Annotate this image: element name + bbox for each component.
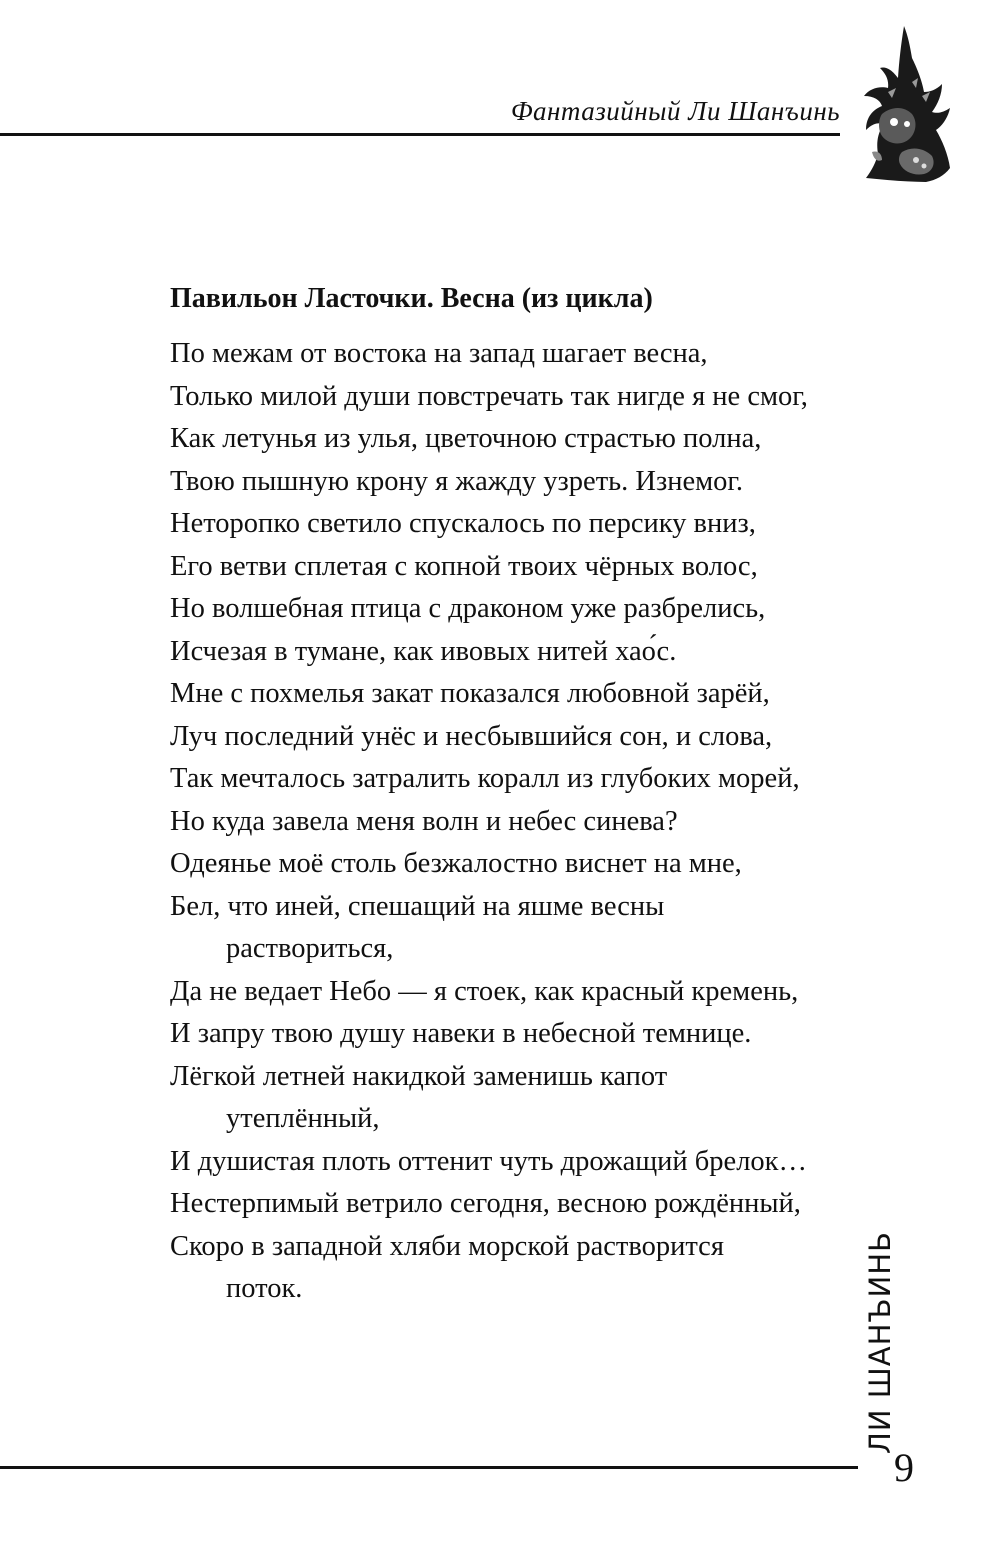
poem-line-continuation: утеплённый, xyxy=(226,1103,380,1134)
poem-line: Его ветви сплетая с копной твоих чёрных волос, xyxy=(170,550,758,582)
poem-line: И душистая плоть оттенит чуть дрожащий брелок… xyxy=(170,1145,808,1177)
poem-body xyxy=(170,333,808,1311)
poem-line: По межам от востока на запад шагает весна, xyxy=(170,338,708,369)
poem-line: Но волшебная птица с драконом уже разбрелись, xyxy=(170,593,766,624)
poem-line: Только милой души повстречать так нигде я не смог, xyxy=(170,380,808,412)
poem-line: Неторопко светило спускалось по персику вниз, xyxy=(170,508,756,539)
poem-line: Одеянье моё столь безжалостно виснет на мне, xyxy=(170,848,742,879)
poem-line: Луч последний унёс и несбывшийся сон, и слова, xyxy=(170,720,773,752)
vertical-author-title: ЛИ ШАНЪИНЬ xyxy=(863,1231,897,1454)
poem-line-continuation: раствориться, xyxy=(226,933,394,964)
running-title: Фантазийный Ли Шанъинь xyxy=(510,96,840,126)
dragon-statue-icon xyxy=(852,22,958,188)
poem-line: Так мечталось затралить коралл из глубоких морей, xyxy=(170,763,800,794)
poem-line: Нестерпимый ветрило сегодня, весною рождённый, xyxy=(170,1188,801,1219)
poem-line-continuation: поток. xyxy=(226,1273,303,1304)
page-number: 9 xyxy=(894,1445,914,1490)
poem-line: И запру твою душу навеки в небесной темнице. xyxy=(170,1018,752,1049)
poem-line: Исчезая в тумане, как ивовых нитей хао́с. xyxy=(170,635,677,667)
poem-line: Твою пышную крону я жажду узреть. Изнемог. xyxy=(170,465,744,497)
poem-line: Но куда завела меня волн и небес синева? xyxy=(170,805,678,837)
poem-line: Да не ведает Небо — я стоек, как красный кремень, xyxy=(170,975,799,1007)
header-rule xyxy=(0,133,840,136)
running-head xyxy=(511,96,840,126)
poem-line: Лёгкой летней накидкой заменишь капот xyxy=(170,1060,668,1092)
poem-title: Павильон Ласточки. Весна (из цикла) xyxy=(170,283,653,314)
poem-line: Бел, что иней, спешащий на яшме весны xyxy=(170,890,665,922)
poem-line: Как летунья из улья, цветочною страстью полна, xyxy=(170,423,762,454)
footer-rule xyxy=(0,1466,858,1469)
poem-line: Мне с похмелья закат показался любовной зарёй, xyxy=(170,678,770,709)
poem-line: Скоро в западной хляби морской растворится xyxy=(170,1230,724,1262)
